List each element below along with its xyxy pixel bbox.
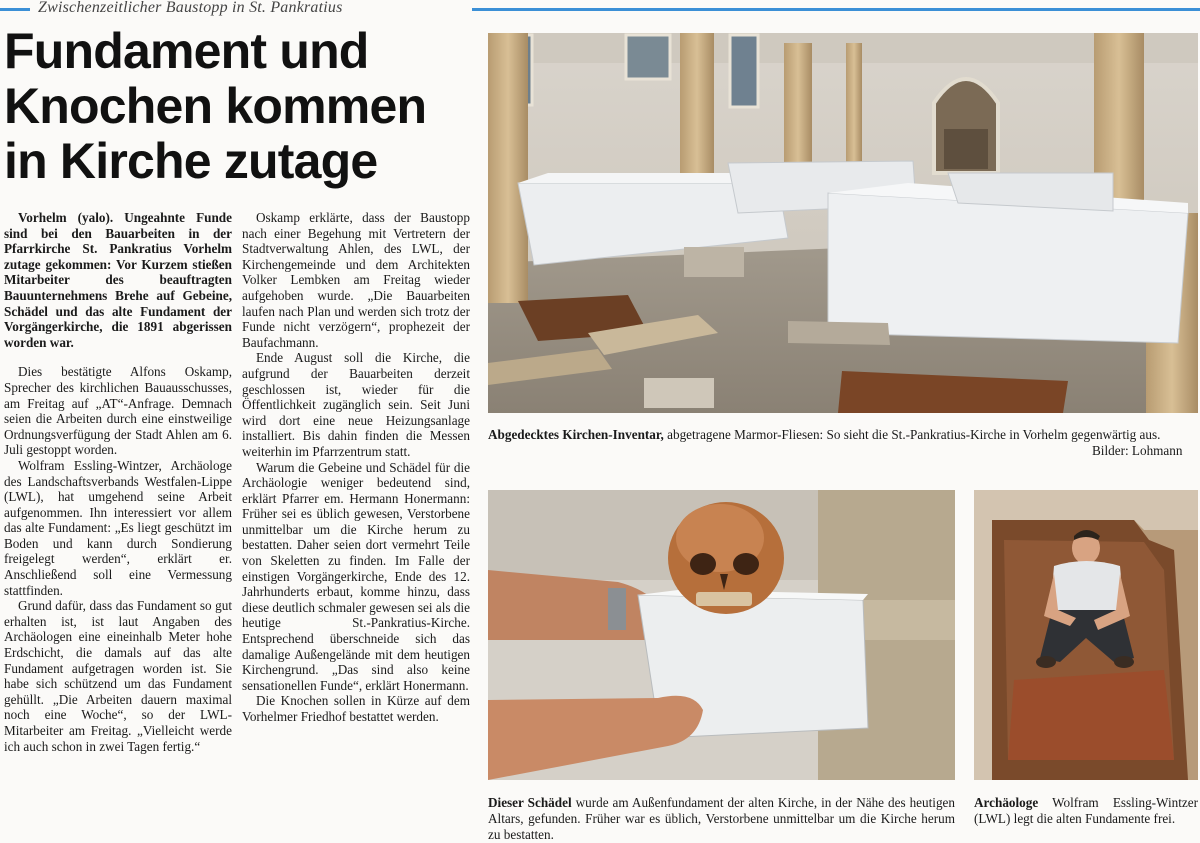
paragraph: Grund dafür, dass das Fundament so gut erhalten ist, ist laut Angaben des Archäologen eine eineinhalb Meter hohe Erdschicht, die damals auf das alte Fundament aufgetragen worden ist. Sie habe sich schützend um das Fundament gehüllt. „Die Arbeiten dauern maximal noch eine Woche“, so der LWL-Mitarbeiter am Freitag. „Vielleicht werde ich auch schon in zwei Tagen fertig.“: [4, 598, 232, 754]
lead-paragraph: Vorhelm (yalo). Ungeahnte Funde sind bei den Bauarbeiten in der Pfarrkirche St. Pankratius Vorhelm zutage gekommen: Vor Kurzem stießen Mitarbeiter des beauftragten Bauunternehmens Brehe auf Gebeine, Schädel und das alte Fundament der Vorgängerkirche, die 1891 abgerissen worden war.: [4, 210, 232, 350]
photo-credit: Bilder: Lohmann: [1092, 443, 1183, 458]
headline: [4, 24, 474, 189]
caption-lead: Dieser Schädel: [488, 795, 572, 810]
kicker: Zwischenzeitlicher Baustopp in St. Pankratius: [38, 0, 343, 16]
paragraph: Dies bestätigte Alfons Oskamp, Sprecher des kirchlichen Bauausschusses, am Freitag auf „AT“-Anfrage. Demnach seien die Arbeiten durch eine einstweilige Ordnungsverfügung der Stadt Ahlen am 6. Juli gestoppt worden.: [4, 364, 232, 458]
caption-text: abgetragene Marmor-Fliesen: So sieht die St.-Pankratius-Kirche in Vorhelm gegenwärtig aus.: [663, 427, 1161, 442]
archaeologist-photo-caption: [974, 795, 1198, 827]
kicker-bar: [0, 0, 1200, 18]
caption-lead: Abgedecktes Kirchen-Inventar,: [488, 427, 664, 442]
church-interior-photo: [488, 33, 1198, 413]
paragraph: Oskamp erklärte, dass der Baustopp nach einer Begehung mit Vertretern der Stadtverwaltung Ahlen, des LWL, der Kirchengemeinde und dem Architekten Volker Lembken am Freitag wieder aufgehoben wurde. „Die Bauarbeiten laufen nach Plan und werden sich trotz der Funde nicht verzögern“, prophezeit der Baufachmann.: [242, 210, 470, 350]
skull-photo: [488, 490, 955, 780]
paragraph: Wolfram Essling-Wintzer, Archäologe des Landschaftsverbands Westfalen-Lippe (LWL), hat umgehend seine Arbeit aufgenommen. Ihn interessiert vor allem das alte Fundament: „Es liegt geschützt im Boden und kann durch Sondierung freigelegt werden“, erklärt er. Anschließend soll eine Vermessung stattfinden.: [4, 457, 232, 598]
article-column-1: [4, 210, 232, 754]
caption-text: wurde am Außenfundament der alten Kirche, in der Nähe des heutigen Altars, gefunden. Früher war es üblich, Verstorbene unmittelbar um die Kirche herum zu bestatten.: [488, 795, 955, 842]
paragraph: Ende August soll die Kirche, die aufgrund der Bauarbeiten derzeit geschlossen ist, wieder für die Öffentlichkeit zugänglich sein. Seit Juni wird dort eine neue Heizungsanlage installiert. Bis dahin finden die Messen weiterhin im Pfarrzentrum statt.: [242, 350, 470, 459]
headline-line-3: in Kirche zutage: [4, 133, 378, 189]
paragraph: Die Knochen sollen in Kürze auf dem Vorhelmer Friedhof bestattet werden.: [242, 693, 470, 724]
archaeologist-illustration: [974, 490, 1198, 780]
archaeologist-photo: [974, 490, 1198, 780]
kicker-rule-right: [472, 8, 1200, 11]
main-photo-caption: [488, 427, 1198, 443]
church-interior-illustration: [488, 33, 1198, 413]
caption-lead: Archäologe: [974, 795, 1039, 810]
skull-illustration: [488, 490, 955, 780]
headline-line-2: Knochen kommen: [4, 78, 427, 134]
headline-line-1: Fundament und: [4, 23, 369, 79]
caption-text: Wolfram Essling-Wintzer (LWL) legt die alten Fundamente frei.: [974, 795, 1198, 826]
article-column-2: [242, 210, 470, 725]
kicker-rule-left: [0, 8, 30, 11]
paragraph: Warum die Gebeine und Schädel für die Archäologie weniger bedeutend sind, erklärt Pfarrer em. Hermann Honermann: Früher sei es üblich gewesen, Verstorbene unmittelbar um die Kirche herum zu bestatten. Daher seien dort vermehrt Teile von Skeletten zu finden. Im Falle der einstigen Vorgängerkirche, Ende des 12. Jahrhunderts erbaut, komme hinzu, dass diese deutlich schmaler gewesen sei als die heutige St.-Pankratius-Kirche. Entsprechend überschneide sich das damalige Außengelände mit dem heutigen Kirchengrund. „Das sind also keine sensationellen Funde“, erklärt Honermann.: [242, 459, 470, 693]
skull-photo-caption: [488, 795, 955, 843]
